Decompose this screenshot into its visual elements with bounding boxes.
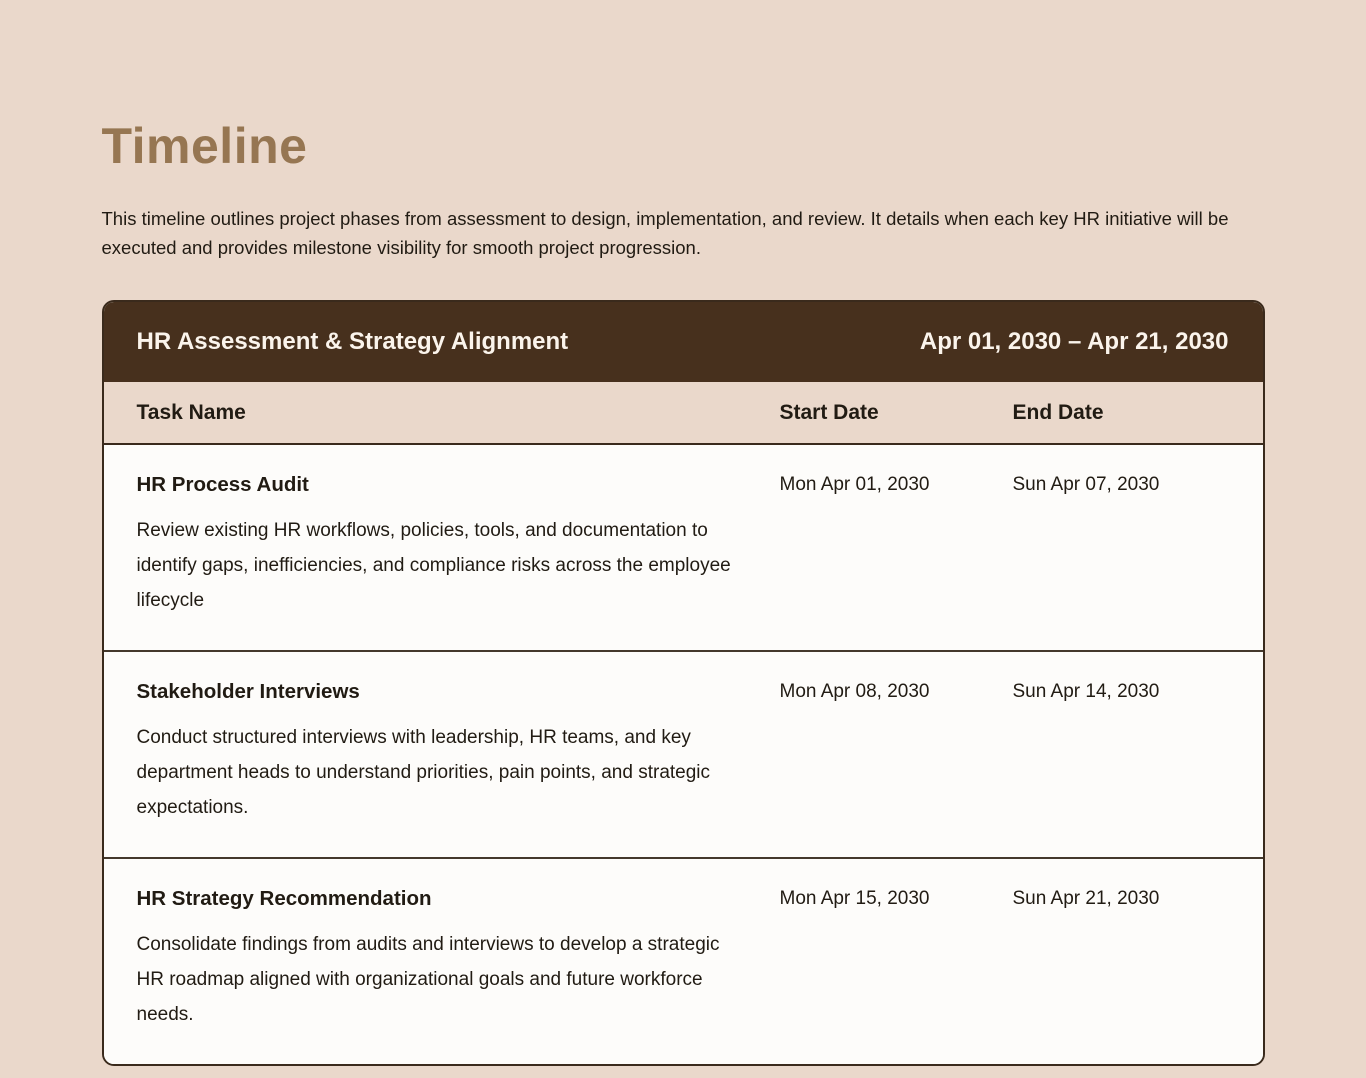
column-header-end-date: End Date [1012, 400, 1104, 424]
task-start-date: Mon Apr 15, 2030 [779, 887, 930, 909]
table-row [104, 445, 1263, 652]
page-description: This timeline outlines project phases from assessment to design, implementation, and review. It details when each key HR initiative will be executed and provides milestone visibility for smooth project progression. [101, 207, 1229, 258]
task-end-date: Sun Apr 21, 2030 [1012, 887, 1160, 909]
task-title: HR Process Audit [136, 472, 309, 496]
phase-title: HR Assessment & Strategy Alignment [136, 327, 569, 355]
timeline-page [102, 0, 1265, 1066]
task-title: HR Strategy Recommendation [136, 886, 432, 910]
task-cell [104, 473, 780, 618]
task-title: Stakeholder Interviews [136, 679, 360, 703]
column-header-start-date: Start Date [779, 400, 879, 424]
task-cell [104, 680, 780, 825]
page-title: Timeline [101, 118, 308, 174]
task-end-date: Sun Apr 14, 2030 [1012, 680, 1160, 702]
column-header-row [104, 382, 1263, 445]
task-start-date: Mon Apr 08, 2030 [779, 680, 930, 702]
task-description: Conduct structured interviews with leadership, HR teams, and key department heads to understand priorities, pain points, and strategic expectations. [136, 726, 711, 818]
task-end-date: Sun Apr 07, 2030 [1012, 473, 1160, 495]
table-row [104, 652, 1263, 859]
timeline-table [102, 300, 1265, 1066]
task-description: Review existing HR workflows, policies, tools, and documentation to identify gaps, inefficiencies, and compliance risks across the employee lifecycle [136, 519, 731, 611]
task-cell [104, 887, 780, 1032]
table-row [104, 859, 1263, 1064]
task-description: Consolidate findings from audits and interviews to develop a strategic HR roadmap aligned with organizational goals and future workforce needs. [136, 933, 720, 1025]
phase-date-range: Apr 01, 2030 – Apr 21, 2030 [919, 327, 1229, 355]
phase-header-bar [104, 302, 1263, 382]
column-header-task-name: Task Name [136, 400, 246, 424]
task-start-date: Mon Apr 01, 2030 [779, 473, 930, 495]
